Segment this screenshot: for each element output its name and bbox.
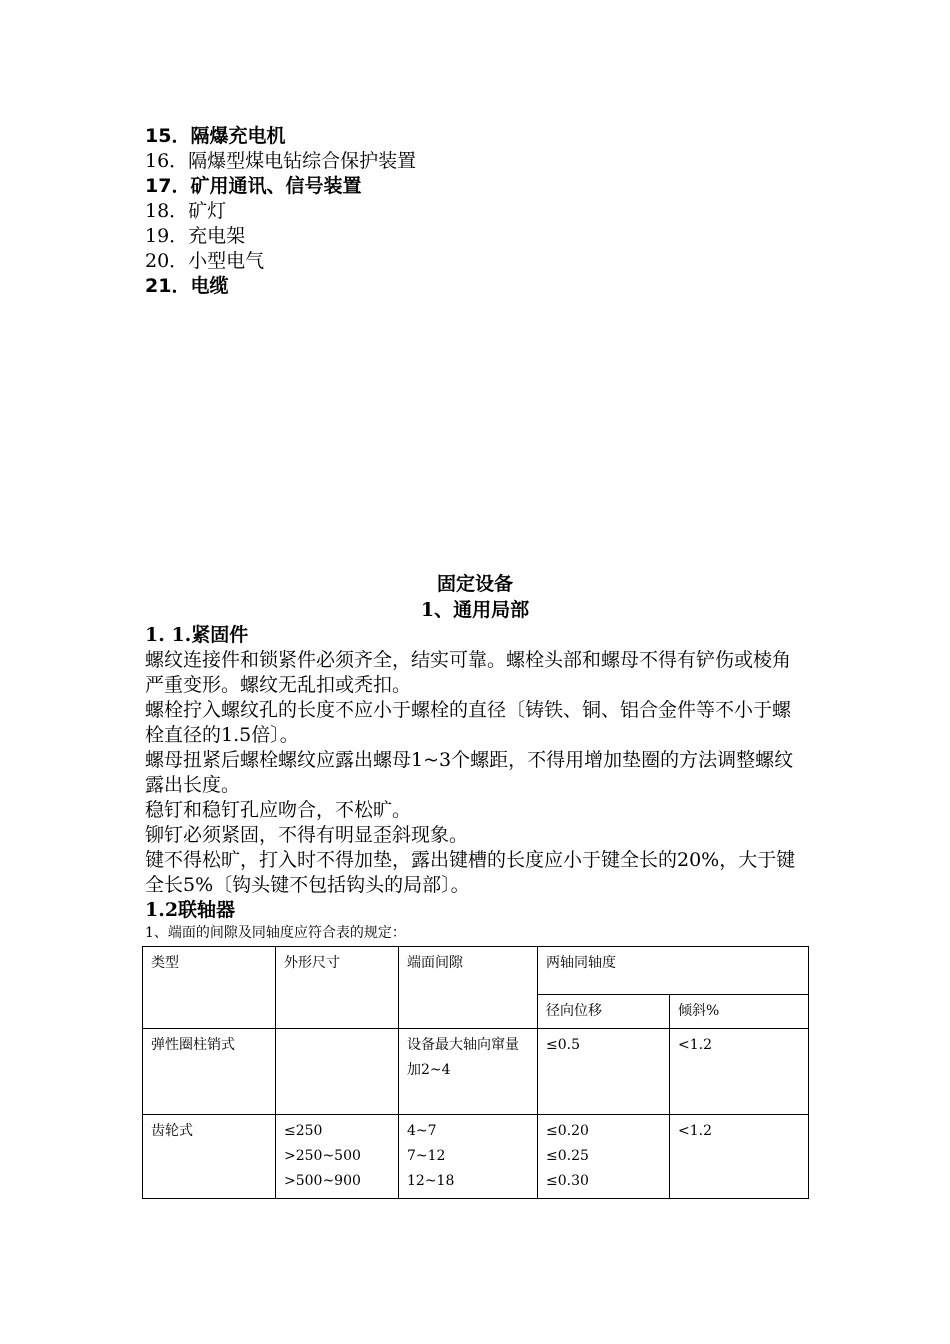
cell-line: >500~900 (284, 1173, 361, 1189)
cell-radial (538, 1115, 670, 1199)
list-item: 16．隔爆型煤电钻综合保护装置 (145, 150, 417, 172)
list-item: 18．矿灯 (145, 200, 227, 222)
list-item: 20．小型电气 (145, 250, 265, 272)
cell-line: ≤250 (284, 1123, 323, 1139)
list-item: 19．充电架 (145, 225, 246, 247)
list-item: 15．隔爆充电机 (145, 125, 286, 147)
cell-line: <1.2 (678, 1123, 712, 1139)
paragraph: 稳钉和稳钉孔应吻合，不松旷。 (145, 799, 412, 821)
list-item: 21．电缆 (145, 275, 229, 297)
header-coaxiality: 两轴同轴度 (538, 947, 809, 995)
cell-line: ≤0.30 (546, 1173, 589, 1189)
cell-size (276, 1115, 399, 1199)
cell-gap (399, 1115, 538, 1199)
table-caption: 1、端面的间隙及同轴度应符合表的规定： (145, 925, 406, 941)
paragraph: 铆钉必须紧固，不得有明显歪斜现象。 (145, 824, 469, 846)
paragraph: 键不得松旷，打入时不得加垫，露出键槽的长度应小于键全长的20%，大于键全长5%〔钩头键不包括钩头的局部〕。 (145, 849, 796, 896)
cell-line: 4~7 (407, 1123, 437, 1139)
document-body (145, 623, 805, 943)
header-size: 外形尺寸 (276, 947, 399, 1029)
table-row (143, 1115, 809, 1199)
cell-line: ≤0.25 (546, 1148, 589, 1164)
cell-tilt (670, 1115, 809, 1199)
page-title: 固定设备 (436, 573, 513, 595)
cell-radial (538, 1029, 670, 1115)
cell-line: 设备最大轴向窜量加2~4 (407, 1037, 519, 1078)
paragraph: 螺纹连接件和锁紧件必须齐全，结实可靠。螺栓头部和螺母不得有铲伤或棱角严重变形。螺纹无乱扣或秃扣。 (145, 649, 792, 696)
list-item: 17．矿用通讯、信号装置 (145, 175, 362, 197)
cell-line: 12~18 (407, 1173, 455, 1189)
cell-line: ≤0.5 (546, 1037, 580, 1053)
cell-line: >250~500 (284, 1148, 361, 1164)
paragraph: 螺母扭紧后螺栓螺纹应露出螺母1~3个螺距，不得用增加垫圈的方法调整螺纹露出长度。 (145, 749, 794, 796)
header-gap: 端面间隙 (399, 947, 538, 1029)
cell-gap (399, 1029, 538, 1115)
cell-line: 7~12 (407, 1148, 446, 1164)
coupling-tolerance-table (142, 946, 809, 1199)
header-tilt: 倾斜% (670, 995, 809, 1029)
header-type: 类型 (143, 947, 276, 1029)
cell-type: 齿轮式 (143, 1115, 276, 1199)
cell-line: ≤0.20 (546, 1123, 589, 1139)
section-heading-fasteners: 1. 1.紧固件 (145, 624, 249, 646)
cell-tilt (670, 1029, 809, 1115)
cell-size (276, 1029, 399, 1115)
section-title: 1、通用局部 (420, 599, 530, 621)
section-heading-coupling: 1.2联轴器 (145, 899, 236, 921)
equipment-list (145, 124, 845, 299)
cell-line: <1.2 (678, 1037, 712, 1053)
table-row (143, 1029, 809, 1115)
header-radial: 径向位移 (538, 995, 670, 1029)
cell-type: 弹性圈柱销式 (143, 1029, 276, 1115)
paragraph: 螺栓拧入螺纹孔的长度不应小于螺栓的直径〔铸铁、铜、铝合金件等不小于螺栓直径的1.5倍〕。 (145, 699, 792, 746)
